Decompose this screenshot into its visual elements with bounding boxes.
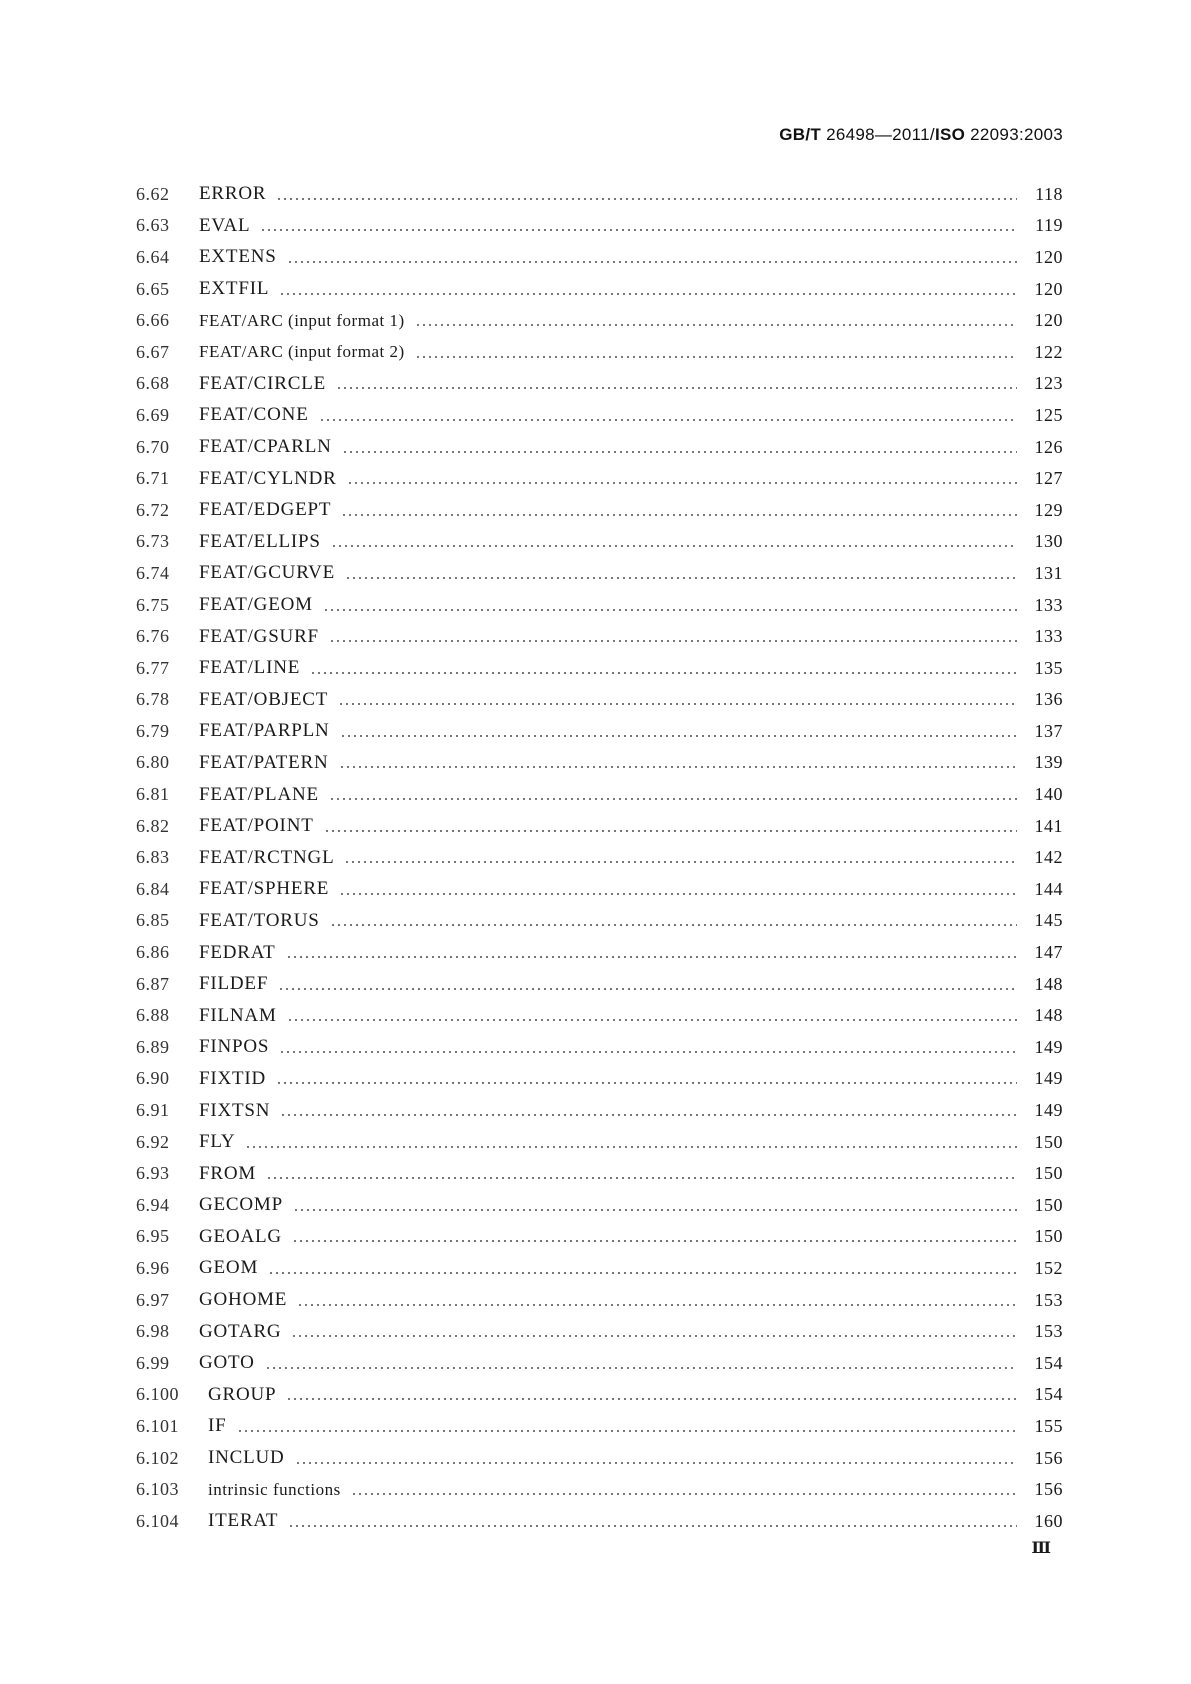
toc-entry-number: 6.82 bbox=[136, 815, 170, 836]
dot-leader bbox=[265, 1367, 1017, 1369]
toc-entry-number: 6.73 bbox=[136, 531, 170, 552]
toc-entry[interactable] bbox=[136, 178, 1063, 210]
toc-entry[interactable] bbox=[136, 1347, 1063, 1379]
dot-leader bbox=[268, 1272, 1017, 1274]
toc-entry-number: 6.96 bbox=[136, 1257, 170, 1278]
toc-entry-number: 6.81 bbox=[136, 784, 170, 805]
dot-leader bbox=[287, 261, 1017, 263]
toc-entry-number: 6.64 bbox=[136, 246, 170, 267]
toc-entry-page: 127 bbox=[1034, 468, 1063, 489]
toc-entry[interactable] bbox=[136, 1410, 1063, 1442]
toc-entry-title: FEAT/LINE bbox=[199, 657, 301, 679]
dot-leader bbox=[338, 703, 1017, 705]
toc-entry-title: FLY bbox=[199, 1131, 236, 1153]
toc-entry-number: 6.95 bbox=[136, 1226, 170, 1247]
toc-entry[interactable] bbox=[136, 1315, 1063, 1347]
dot-leader bbox=[339, 766, 1017, 768]
dot-leader bbox=[291, 1335, 1017, 1337]
toc-entry-title: FEAT/SPHERE bbox=[199, 878, 330, 900]
toc-entry-number: 6.72 bbox=[136, 499, 170, 520]
toc-entry[interactable] bbox=[136, 1284, 1063, 1316]
dot-leader bbox=[287, 1019, 1017, 1021]
toc-entry-page: 152 bbox=[1034, 1257, 1063, 1278]
toc-entry-page: 122 bbox=[1034, 341, 1063, 362]
dot-leader bbox=[245, 1146, 1017, 1148]
toc-entry-page: 153 bbox=[1034, 1321, 1063, 1342]
toc-entry[interactable] bbox=[136, 715, 1063, 747]
toc-entry-title: FILNAM bbox=[199, 1004, 277, 1026]
toc-entry-number: 6.94 bbox=[136, 1194, 170, 1215]
toc-entry-title: EXTENS bbox=[199, 246, 277, 268]
toc-entry-page: 149 bbox=[1034, 1036, 1063, 1057]
toc-entry-number: 6.80 bbox=[136, 752, 170, 773]
toc-entry[interactable] bbox=[136, 1094, 1063, 1126]
toc-entry[interactable] bbox=[136, 1442, 1063, 1474]
toc-entry-title: FINPOS bbox=[199, 1036, 270, 1058]
standard-code: 26498—2011/ bbox=[826, 125, 935, 144]
toc-entry-title: FEAT/PATERN bbox=[199, 751, 329, 773]
toc-entry-page: 150 bbox=[1034, 1163, 1063, 1184]
toc-entry[interactable] bbox=[136, 526, 1063, 558]
toc-entry-title: FEAT/GCURVE bbox=[199, 562, 336, 584]
toc-entry[interactable] bbox=[136, 431, 1063, 463]
toc-entry-page: 126 bbox=[1034, 436, 1063, 457]
toc-entry-page: 123 bbox=[1034, 373, 1063, 394]
toc-entry-page: 129 bbox=[1034, 499, 1063, 520]
toc-entry-title: FEAT/ARC (input format 1) bbox=[199, 310, 405, 330]
toc-entry-title: FEAT/ARC (input format 2) bbox=[199, 342, 405, 362]
toc-entry-page: 137 bbox=[1034, 720, 1063, 741]
dot-leader bbox=[415, 324, 1017, 326]
toc-entry-number: 6.76 bbox=[136, 626, 170, 647]
toc-entry-title: FEAT/PARPLN bbox=[199, 720, 330, 742]
dot-leader bbox=[292, 1240, 1017, 1242]
toc-entry-page: 147 bbox=[1034, 942, 1063, 963]
iso-code: 22093:2003 bbox=[970, 125, 1063, 144]
dot-leader bbox=[276, 1082, 1017, 1084]
toc-entry[interactable] bbox=[136, 873, 1063, 905]
dot-leader bbox=[329, 640, 1017, 642]
toc-entry-page: 156 bbox=[1034, 1479, 1063, 1500]
toc-entry-page: 150 bbox=[1034, 1226, 1063, 1247]
toc-entry[interactable] bbox=[136, 968, 1063, 1000]
toc-entry-number: 6.79 bbox=[136, 720, 170, 741]
toc-entry[interactable] bbox=[136, 841, 1063, 873]
toc-entry[interactable] bbox=[136, 1221, 1063, 1253]
toc-entry-page: 120 bbox=[1034, 278, 1063, 299]
toc-entry-title: FEAT/POINT bbox=[199, 815, 314, 837]
toc-entry-page: 148 bbox=[1034, 1005, 1063, 1026]
dot-leader bbox=[323, 609, 1017, 611]
toc-entry-title: IF bbox=[208, 1415, 227, 1437]
toc-entry-number: 6.83 bbox=[136, 847, 170, 868]
toc-entry[interactable] bbox=[136, 1031, 1063, 1063]
toc-entry-number: 6.93 bbox=[136, 1163, 170, 1184]
dot-leader bbox=[276, 198, 1017, 200]
dot-leader bbox=[286, 1398, 1017, 1400]
toc-entry[interactable] bbox=[136, 494, 1063, 526]
toc-entry-number: 6.101 bbox=[136, 1415, 179, 1436]
dot-leader bbox=[415, 356, 1017, 358]
dot-leader bbox=[279, 293, 1017, 295]
toc-entry[interactable] bbox=[136, 652, 1063, 684]
toc-entry-page: 133 bbox=[1034, 594, 1063, 615]
toc-entry[interactable] bbox=[136, 810, 1063, 842]
toc-entry[interactable] bbox=[136, 241, 1063, 273]
toc-entry-title: FEAT/GSURF bbox=[199, 625, 319, 647]
toc-entry-title: FEAT/RCTNGL bbox=[199, 846, 335, 868]
toc-entry-number: 6.98 bbox=[136, 1321, 170, 1342]
toc-entry-title: FEDRAT bbox=[199, 941, 276, 963]
dot-leader bbox=[319, 419, 1017, 421]
toc-entry-page: 150 bbox=[1034, 1194, 1063, 1215]
page-number: Ⅲ bbox=[1031, 1540, 1050, 1557]
toc-entry[interactable] bbox=[136, 1505, 1063, 1537]
toc-entry-number: 6.77 bbox=[136, 657, 170, 678]
dot-leader bbox=[297, 1304, 1017, 1306]
toc-entry-number: 6.87 bbox=[136, 973, 170, 994]
toc-entry-page: 120 bbox=[1034, 310, 1063, 331]
toc-entry-page: 149 bbox=[1034, 1068, 1063, 1089]
toc-entry-title: FEAT/CPARLN bbox=[199, 436, 332, 458]
toc-entry[interactable] bbox=[136, 778, 1063, 810]
toc-entry-title: FROM bbox=[199, 1162, 257, 1184]
toc-entry[interactable] bbox=[136, 589, 1063, 621]
toc-entry-title: EXTFIL bbox=[199, 278, 270, 300]
toc-entry-page: 133 bbox=[1034, 626, 1063, 647]
toc-entry-number: 6.85 bbox=[136, 910, 170, 931]
toc-entry[interactable] bbox=[136, 1157, 1063, 1189]
toc-entry-page: 144 bbox=[1034, 878, 1063, 899]
dot-leader bbox=[279, 1051, 1017, 1053]
toc-entry-title: GEOALG bbox=[199, 1225, 282, 1247]
toc-entry[interactable] bbox=[136, 1126, 1063, 1158]
toc-entry-number: 6.84 bbox=[136, 878, 170, 899]
toc-entry-number: 6.63 bbox=[136, 215, 170, 236]
dot-leader bbox=[344, 861, 1017, 863]
toc-entry-number: 6.66 bbox=[136, 310, 170, 331]
toc-entry-title: GOTO bbox=[199, 1352, 255, 1374]
dot-leader bbox=[340, 735, 1017, 737]
toc-entry-title: GOTARG bbox=[199, 1320, 282, 1342]
toc-entry-number: 6.75 bbox=[136, 594, 170, 615]
toc-entry-page: 120 bbox=[1034, 246, 1063, 267]
toc-entry[interactable] bbox=[136, 368, 1063, 400]
toc-entry[interactable] bbox=[136, 1189, 1063, 1221]
toc-entry-page: 149 bbox=[1034, 1100, 1063, 1121]
dot-leader bbox=[280, 1114, 1017, 1116]
toc-entry[interactable] bbox=[136, 462, 1063, 494]
standard-prefix: GB/T bbox=[779, 125, 822, 144]
toc-entry[interactable] bbox=[136, 1379, 1063, 1411]
toc-entry-title: intrinsic functions bbox=[208, 1479, 341, 1499]
toc-entry[interactable] bbox=[136, 557, 1063, 589]
dot-leader bbox=[278, 988, 1017, 990]
toc-entry[interactable] bbox=[136, 905, 1063, 937]
dot-leader bbox=[331, 545, 1017, 547]
document-header bbox=[779, 125, 1063, 145]
toc-entry-number: 6.67 bbox=[136, 341, 170, 362]
toc-entry-number: 6.102 bbox=[136, 1447, 179, 1468]
toc-entry-title: FIXTID bbox=[199, 1067, 267, 1089]
toc-entry[interactable] bbox=[136, 747, 1063, 779]
dot-leader bbox=[347, 482, 1017, 484]
dot-leader bbox=[329, 798, 1017, 800]
dot-leader bbox=[339, 893, 1017, 895]
toc-entry-title: GOHOME bbox=[199, 1289, 288, 1311]
toc-entry-title: FEAT/CIRCLE bbox=[199, 372, 327, 394]
toc-entry-page: 156 bbox=[1034, 1447, 1063, 1468]
toc-entry-page: 130 bbox=[1034, 531, 1063, 552]
dot-leader bbox=[351, 1493, 1017, 1495]
table-of-contents bbox=[136, 178, 1063, 1537]
toc-entry-number: 6.92 bbox=[136, 1131, 170, 1152]
dot-leader bbox=[286, 956, 1017, 958]
toc-entry-title: FEAT/ELLIPS bbox=[199, 530, 321, 552]
toc-entry-number: 6.71 bbox=[136, 468, 170, 489]
toc-entry-title: FEAT/OBJECT bbox=[199, 688, 329, 710]
toc-entry-number: 6.86 bbox=[136, 942, 170, 963]
toc-entry-page: 141 bbox=[1034, 815, 1063, 836]
toc-entry-page: 142 bbox=[1034, 847, 1063, 868]
toc-entry-title: FEAT/CONE bbox=[199, 404, 309, 426]
toc-entry[interactable] bbox=[136, 999, 1063, 1031]
toc-entry-number: 6.99 bbox=[136, 1352, 170, 1373]
toc-entry-page: 136 bbox=[1034, 689, 1063, 710]
toc-entry-number: 6.103 bbox=[136, 1479, 179, 1500]
dot-leader bbox=[310, 672, 1017, 674]
toc-entry-number: 6.104 bbox=[136, 1510, 179, 1531]
dot-leader bbox=[345, 577, 1017, 579]
toc-entry-number: 6.91 bbox=[136, 1100, 170, 1121]
toc-entry-title: GECOMP bbox=[199, 1194, 283, 1216]
toc-entry[interactable] bbox=[136, 620, 1063, 652]
toc-entry[interactable] bbox=[136, 399, 1063, 431]
toc-entry-title: ERROR bbox=[199, 183, 267, 205]
dot-leader bbox=[342, 451, 1017, 453]
dot-leader bbox=[341, 514, 1017, 516]
toc-entry-page: 154 bbox=[1034, 1352, 1063, 1373]
toc-entry-title: FEAT/CYLNDR bbox=[199, 467, 337, 489]
toc-entry-title: GROUP bbox=[208, 1383, 277, 1405]
toc-entry[interactable] bbox=[136, 210, 1063, 242]
toc-entry[interactable] bbox=[136, 684, 1063, 716]
dot-leader bbox=[266, 1177, 1017, 1179]
toc-entry-number: 6.89 bbox=[136, 1036, 170, 1057]
toc-entry-title: FEAT/TORUS bbox=[199, 909, 320, 931]
toc-entry-page: 119 bbox=[1035, 215, 1063, 236]
toc-entry-page: 118 bbox=[1035, 183, 1063, 204]
toc-entry[interactable] bbox=[136, 273, 1063, 305]
toc-entry-number: 6.69 bbox=[136, 404, 170, 425]
toc-entry-title: EVAL bbox=[199, 214, 251, 236]
toc-entry-title: FILDEF bbox=[199, 973, 269, 995]
toc-entry-title: ITERAT bbox=[208, 1510, 279, 1532]
dot-leader bbox=[295, 1462, 1017, 1464]
toc-entry-number: 6.70 bbox=[136, 436, 170, 457]
toc-entry-title: FEAT/EDGEPT bbox=[199, 499, 332, 521]
dot-leader bbox=[324, 830, 1017, 832]
toc-entry-page: 160 bbox=[1034, 1510, 1063, 1531]
toc-entry-number: 6.74 bbox=[136, 562, 170, 583]
toc-entry[interactable] bbox=[136, 304, 1063, 336]
toc-entry-title: FEAT/GEOM bbox=[199, 594, 313, 616]
iso-prefix: ISO bbox=[934, 125, 966, 144]
toc-entry-number: 6.65 bbox=[136, 278, 170, 299]
toc-entry[interactable] bbox=[136, 1063, 1063, 1095]
toc-entry-page: 153 bbox=[1034, 1289, 1063, 1310]
toc-entry-page: 148 bbox=[1034, 973, 1063, 994]
dot-leader bbox=[237, 1430, 1018, 1432]
toc-entry-number: 6.100 bbox=[136, 1384, 179, 1405]
toc-entry[interactable] bbox=[136, 336, 1063, 368]
dot-leader bbox=[336, 387, 1017, 389]
dot-leader bbox=[288, 1525, 1017, 1527]
toc-entry-page: 154 bbox=[1034, 1384, 1063, 1405]
toc-entry-number: 6.68 bbox=[136, 373, 170, 394]
toc-entry[interactable] bbox=[136, 936, 1063, 968]
toc-entry[interactable] bbox=[136, 1473, 1063, 1505]
toc-entry-number: 6.97 bbox=[136, 1289, 170, 1310]
toc-entry-page: 125 bbox=[1034, 404, 1063, 425]
toc-entry-number: 6.90 bbox=[136, 1068, 170, 1089]
toc-entry-page: 145 bbox=[1034, 910, 1063, 931]
toc-entry-number: 6.78 bbox=[136, 689, 170, 710]
dot-leader bbox=[330, 924, 1017, 926]
toc-entry-page: 139 bbox=[1034, 752, 1063, 773]
toc-entry-title: INCLUD bbox=[208, 1447, 285, 1469]
toc-entry-page: 140 bbox=[1034, 784, 1063, 805]
toc-entry-page: 135 bbox=[1034, 657, 1063, 678]
toc-entry-title: GEOM bbox=[199, 1257, 259, 1279]
toc-entry-title: FEAT/PLANE bbox=[199, 783, 319, 805]
dot-leader bbox=[260, 229, 1017, 231]
toc-entry-title: FIXTSN bbox=[199, 1099, 271, 1121]
toc-entry-number: 6.62 bbox=[136, 183, 170, 204]
toc-entry[interactable] bbox=[136, 1252, 1063, 1284]
toc-entry-number: 6.88 bbox=[136, 1005, 170, 1026]
toc-entry-page: 150 bbox=[1034, 1131, 1063, 1152]
dot-leader bbox=[293, 1209, 1017, 1211]
toc-entry-page: 131 bbox=[1034, 562, 1063, 583]
toc-entry-page: 155 bbox=[1034, 1415, 1063, 1436]
